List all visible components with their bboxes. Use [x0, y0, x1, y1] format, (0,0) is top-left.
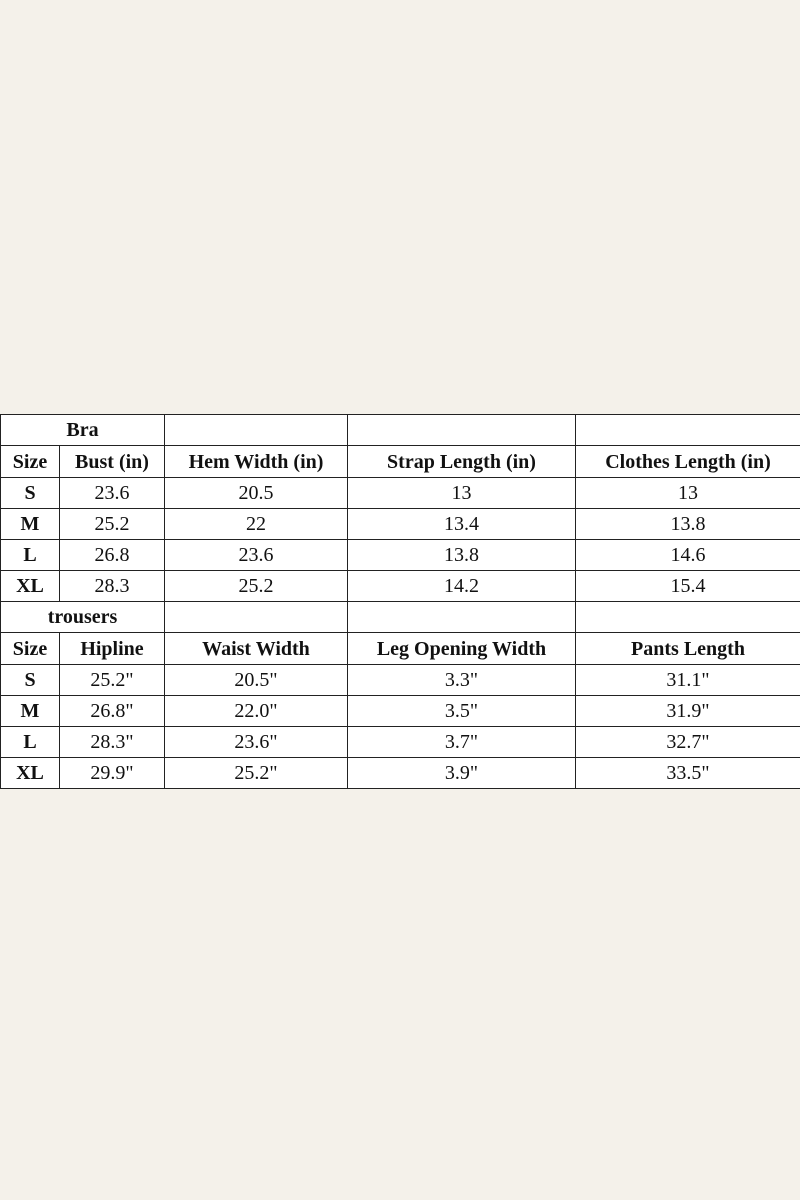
- table-cell: 3.5": [348, 696, 576, 727]
- table-cell: 26.8: [60, 540, 165, 571]
- column-header: Size: [1, 633, 60, 665]
- table-cell: 20.5": [165, 665, 348, 696]
- table-cell: 13.8: [348, 540, 576, 571]
- table-cell: 31.1": [576, 665, 800, 696]
- column-header: Bust (in): [60, 446, 165, 478]
- trousers-header-row: [1, 633, 800, 665]
- column-header: Leg Opening Width: [348, 633, 576, 665]
- table-row: [1, 665, 800, 696]
- table-row: [1, 478, 800, 509]
- table-cell: 3.3": [348, 665, 576, 696]
- column-header: Hem Width (in): [165, 446, 348, 478]
- table-cell: 15.4: [576, 571, 800, 602]
- table-cell: 20.5: [165, 478, 348, 509]
- column-header: Size: [1, 446, 60, 478]
- table-row: [1, 696, 800, 727]
- table-cell: 3.9": [348, 758, 576, 789]
- empty-cell: [165, 415, 348, 446]
- bra-header-row: [1, 446, 800, 478]
- table-cell: 32.7": [576, 727, 800, 758]
- table-cell: 25.2: [165, 571, 348, 602]
- empty-cell: [576, 602, 800, 633]
- empty-cell: [165, 602, 348, 633]
- table-row: [1, 727, 800, 758]
- table-cell: 13.8: [576, 509, 800, 540]
- table-cell: 28.3: [60, 571, 165, 602]
- table-cell: 13: [348, 478, 576, 509]
- column-header: Hipline: [60, 633, 165, 665]
- column-header: Pants Length: [576, 633, 800, 665]
- table-cell: 25.2": [165, 758, 348, 789]
- table-row: [1, 509, 800, 540]
- table-cell: 25.2": [60, 665, 165, 696]
- table-cell: 29.9": [60, 758, 165, 789]
- table-cell: 23.6: [165, 540, 348, 571]
- table-cell: 25.2: [60, 509, 165, 540]
- table-cell: 13.4: [348, 509, 576, 540]
- table-cell: 31.9": [576, 696, 800, 727]
- trousers-section-title: trousers: [1, 602, 165, 633]
- column-header: Waist Width: [165, 633, 348, 665]
- column-header: Strap Length (in): [348, 446, 576, 478]
- table-cell: 3.7": [348, 727, 576, 758]
- empty-cell: [576, 415, 800, 446]
- table-cell: 13: [576, 478, 800, 509]
- size-label: S: [1, 665, 60, 696]
- table-cell: 22: [165, 509, 348, 540]
- size-label: M: [1, 696, 60, 727]
- table-row: [1, 540, 800, 571]
- table-cell: 14.6: [576, 540, 800, 571]
- size-label: M: [1, 509, 60, 540]
- table-row: [1, 571, 800, 602]
- size-label: XL: [1, 571, 60, 602]
- bra-section-title: Bra: [1, 415, 165, 446]
- table-cell: 14.2: [348, 571, 576, 602]
- table-row: [1, 758, 800, 789]
- size-label: L: [1, 540, 60, 571]
- table-cell: 22.0": [165, 696, 348, 727]
- table-cell: 23.6": [165, 727, 348, 758]
- table-cell: 26.8": [60, 696, 165, 727]
- size-chart-table: [0, 414, 800, 789]
- bra-section-row: [1, 415, 800, 446]
- table-cell: 23.6: [60, 478, 165, 509]
- empty-cell: [348, 415, 576, 446]
- empty-cell: [348, 602, 576, 633]
- trousers-section-row: [1, 602, 800, 633]
- size-label: S: [1, 478, 60, 509]
- table-cell: 28.3": [60, 727, 165, 758]
- table-cell: 33.5": [576, 758, 800, 789]
- size-label: L: [1, 727, 60, 758]
- size-label: XL: [1, 758, 60, 789]
- column-header: Clothes Length (in): [576, 446, 800, 478]
